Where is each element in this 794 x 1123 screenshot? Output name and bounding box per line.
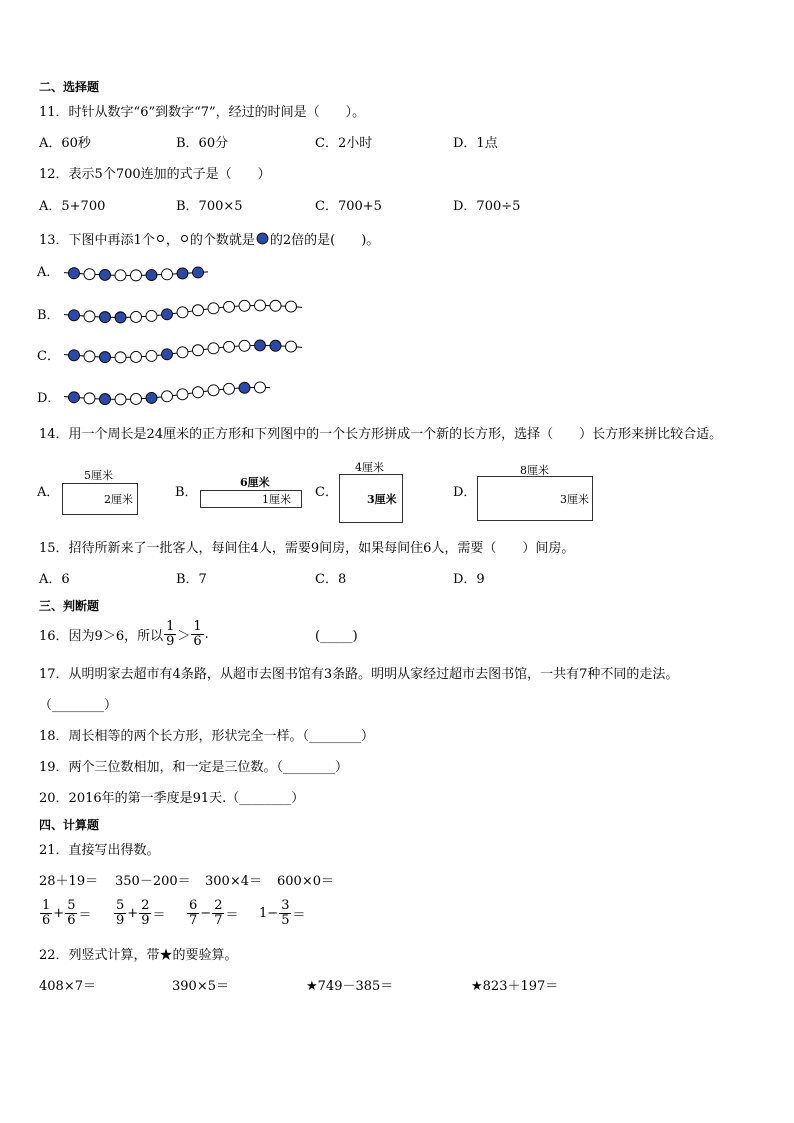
q21-fraction-item-4[interactable] — [259, 899, 305, 928]
q14-d-side-length: 3厘米 — [560, 493, 589, 506]
hollow-bead — [193, 387, 204, 398]
hollow-bead — [193, 345, 204, 356]
q13-option-b-label[interactable]: B． — [37, 308, 60, 323]
fraction — [65, 899, 77, 928]
q13-option-d-label[interactable]: D． — [37, 391, 61, 406]
fraction — [279, 899, 291, 928]
q12-option-b[interactable]: B．700×5 — [176, 199, 243, 214]
denominator: 7 — [189, 913, 198, 928]
q21-fraction-item-3[interactable] — [186, 899, 238, 928]
q22-item-2[interactable]: 390×5＝ — [172, 979, 229, 994]
hollow-bead — [115, 352, 126, 363]
hollow-bead-icon — [180, 234, 189, 243]
hollow-bead — [146, 310, 157, 321]
numerator: 1 — [166, 619, 175, 634]
numerator: 2 — [141, 898, 150, 913]
q22-item-3[interactable]: ★749－385＝ — [306, 979, 394, 994]
hollow-bead — [286, 301, 297, 312]
q21-item-4[interactable]: 600×0＝ — [277, 874, 334, 889]
q21-item-1[interactable]: 28＋19＝ — [39, 874, 99, 889]
q21-item-2[interactable]: 350－200＝ — [115, 874, 191, 889]
denominator: 6 — [42, 913, 51, 928]
q18-stem[interactable]: 18．周长相等的两个长方形，形状完全一样。（________） — [39, 729, 375, 744]
numerator: 3 — [281, 898, 290, 913]
hollow-bead — [131, 351, 142, 362]
bead-strings-figure — [0, 255, 794, 415]
q16-operator: ＞ — [177, 629, 191, 644]
filled-bead — [162, 309, 173, 320]
q14-option-a-label[interactable]: A． — [37, 485, 60, 500]
q21-fraction-item-1[interactable] — [39, 899, 91, 928]
equals: ＝ — [152, 908, 166, 923]
q22-item-4[interactable]: ★823＋197＝ — [471, 979, 559, 994]
filled-bead — [69, 350, 80, 361]
hollow-bead — [224, 383, 235, 394]
equals: ＝ — [225, 908, 239, 923]
q16-fraction-2 — [191, 620, 203, 649]
q13-option-c-label[interactable]: C． — [37, 349, 60, 364]
filled-bead — [146, 392, 157, 403]
q13-stem — [39, 229, 379, 248]
section-title-choice: 二、选择题 — [39, 80, 100, 94]
filled-bead — [100, 269, 111, 280]
fraction — [114, 899, 126, 928]
q14-a-top-length: 5厘米 — [84, 469, 113, 482]
numerator: 2 — [214, 898, 223, 913]
hollow-bead — [177, 389, 188, 400]
denominator: 6 — [193, 634, 202, 649]
q14-stem: 14．用一个周长是24厘米的正方形和下列图中的一个长方形拼成一个新的长方形，选择（ ）长方形来拼比较合适。 — [39, 427, 723, 442]
filled-bead — [146, 270, 157, 281]
whole-number: 1 — [259, 906, 268, 921]
q16-dot: . — [204, 627, 209, 642]
filled-bead-icon — [256, 232, 269, 245]
fraction — [212, 899, 224, 928]
filled-bead — [100, 394, 111, 405]
equals: ＝ — [78, 908, 92, 923]
hollow-bead — [208, 343, 219, 354]
q11-option-d[interactable]: D．1点 — [453, 136, 498, 151]
q15-option-b[interactable]: B．7 — [176, 572, 207, 587]
operator: − — [267, 906, 279, 921]
q14-c-side-length: 3厘米 — [367, 493, 397, 506]
filled-bead — [255, 340, 266, 351]
q21-stem: 21．直接写出得数。 — [39, 843, 160, 858]
hollow-bead — [162, 391, 173, 402]
hollow-bead — [208, 385, 219, 396]
hollow-bead — [270, 300, 281, 311]
q13-stem-part-b: ， — [165, 233, 179, 248]
q16-stem — [39, 620, 209, 649]
filled-bead — [100, 312, 111, 323]
hollow-bead — [162, 269, 173, 280]
numerator: 6 — [189, 898, 198, 913]
filled-bead — [270, 340, 281, 351]
q14-b-top-length: 6厘米 — [240, 476, 270, 489]
section-title-judge: 三、判断题 — [39, 599, 100, 613]
denominator: 9 — [116, 913, 125, 928]
hollow-bead — [255, 382, 266, 393]
q14-d-top-length: 8厘米 — [520, 464, 549, 477]
filled-bead — [193, 267, 204, 278]
hollow-bead — [208, 303, 219, 314]
q14-a-side-length: 2厘米 — [104, 493, 133, 506]
q13-stem-part-a: 13．下图中再添1个 — [39, 233, 155, 248]
fraction — [139, 899, 151, 928]
q13-stem-part-c: 的个数就是 — [189, 233, 255, 248]
hollow-bead — [224, 301, 235, 312]
q13-stem-part-d: 的2倍的是( )。 — [269, 233, 380, 248]
hollow-bead — [239, 300, 250, 311]
hollow-bead — [115, 394, 126, 405]
numerator: 5 — [67, 898, 76, 913]
filled-bead — [69, 392, 80, 403]
q16-prefix: 16．因为9＞6，所以 — [39, 629, 164, 644]
numerator: 1 — [42, 898, 51, 913]
filled-bead — [162, 349, 173, 360]
q22-item-1[interactable]: 408×7＝ — [39, 979, 96, 994]
denominator: 5 — [281, 913, 290, 928]
hollow-bead — [84, 311, 95, 322]
q16-fraction-1 — [164, 620, 176, 649]
hollow-bead — [224, 341, 235, 352]
q11-option-a[interactable]: A．60秒 — [39, 136, 91, 151]
filled-bead — [115, 312, 126, 323]
denominator: 9 — [141, 913, 150, 928]
equals: ＝ — [292, 908, 306, 923]
q12-option-a[interactable]: A．5+700 — [39, 199, 106, 214]
q12-stem: 12．表示5个700连加的式子是（ ） — [39, 167, 271, 182]
q19-stem[interactable]: 19．两个三位数相加，和一定是三位数。（________） — [39, 760, 349, 775]
q17-answer-blank[interactable]: （________） — [39, 698, 118, 713]
hollow-bead — [146, 350, 157, 361]
q14-b-side-length: 1厘米 — [262, 493, 291, 506]
filled-bead — [69, 310, 80, 321]
hollow-bead — [255, 300, 266, 311]
hollow-bead-icon — [156, 234, 165, 243]
fraction — [40, 899, 52, 928]
hollow-bead — [193, 305, 204, 316]
numerator: 5 — [116, 898, 125, 913]
q15-option-a[interactable]: A．6 — [39, 572, 70, 587]
q14-c-top-length: 4厘米 — [355, 461, 384, 474]
filled-bead — [69, 268, 80, 279]
q14-option-d-label[interactable]: D． — [453, 485, 477, 500]
hollow-bead — [177, 347, 188, 358]
q16-answer-blank[interactable]: (_____) — [315, 629, 358, 644]
operator: + — [53, 906, 65, 921]
q12-option-d[interactable]: D．700÷5 — [453, 199, 521, 214]
hollow-bead — [177, 307, 188, 318]
filled-bead — [239, 382, 250, 393]
denominator: 9 — [166, 634, 175, 649]
q15-stem: 15．招待所新来了一批客人，每间住4人，需要9间房，如果每间住6人，需要（ ）间房。 — [39, 541, 575, 556]
hollow-bead — [84, 269, 95, 280]
q11-option-b[interactable]: B．60分 — [176, 136, 229, 151]
q12-option-c[interactable]: C．700+5 — [315, 199, 382, 214]
filled-bead — [100, 352, 111, 363]
fraction — [187, 899, 199, 928]
hollow-bead — [84, 351, 95, 362]
hollow-bead — [131, 270, 142, 281]
q14-option-c-label[interactable]: C． — [315, 485, 338, 500]
q11-option-c[interactable]: C．2小时 — [315, 136, 373, 151]
q15-option-d[interactable]: D．9 — [453, 572, 485, 587]
q20-stem[interactable]: 20．2016年的第一季度是91天.（________） — [39, 791, 305, 806]
q15-option-c[interactable]: C．8 — [315, 572, 347, 587]
hollow-bead — [286, 341, 297, 352]
denominator: 7 — [214, 913, 223, 928]
q14-option-b-label[interactable]: B． — [175, 485, 198, 500]
q21-fraction-item-2[interactable] — [113, 899, 165, 928]
q21-item-3[interactable]: 300×4＝ — [205, 874, 262, 889]
hollow-bead — [131, 393, 142, 404]
operator: + — [127, 906, 139, 921]
hollow-bead — [115, 270, 126, 281]
q17-stem: 17．从明明家去超市有4条路，从超市去图书馆有3条路。明明从家经过超市去图书馆，一共有7种不同的走法。 — [39, 667, 679, 682]
numerator: 1 — [193, 619, 202, 634]
q22-stem: 22．列竖式计算，带★的要验算。 — [39, 948, 238, 963]
q11-stem: 11．时针从数字“6”到数字“7”，经过的时间是（ ）。 — [39, 105, 366, 120]
hollow-bead — [239, 340, 250, 351]
hollow-bead — [131, 311, 142, 322]
q13-option-a-label[interactable]: A． — [37, 265, 60, 280]
operator: − — [200, 906, 212, 921]
denominator: 6 — [67, 913, 76, 928]
filled-bead — [177, 268, 188, 279]
section-title-calc: 四、计算题 — [39, 818, 100, 832]
hollow-bead — [84, 393, 95, 404]
